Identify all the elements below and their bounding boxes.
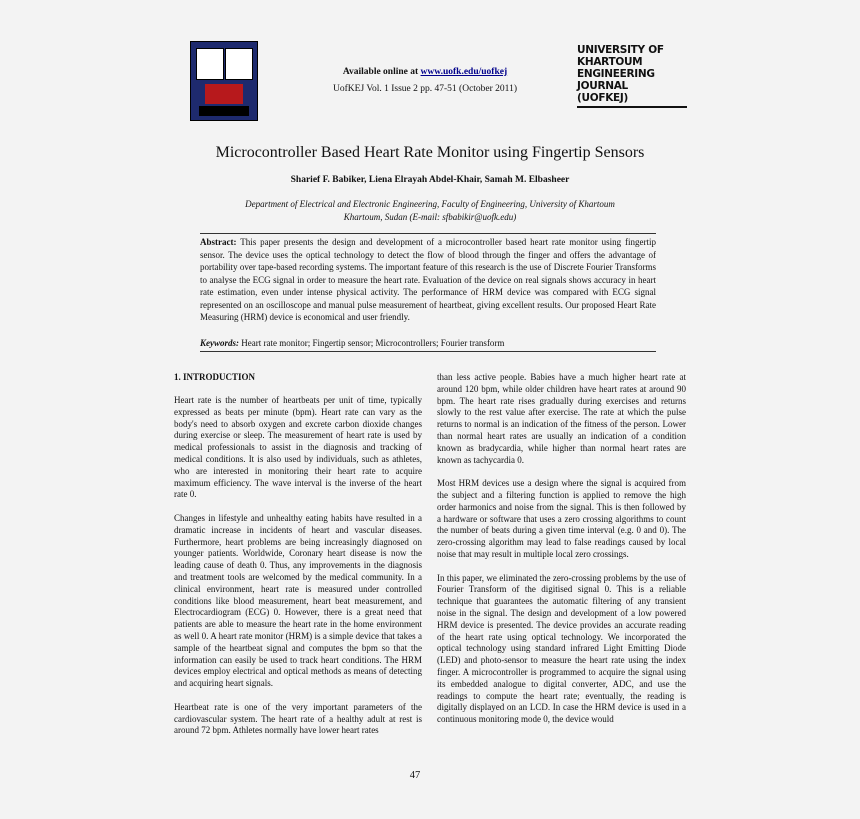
abstract-label: Abstract: — [200, 237, 237, 247]
paper-authors: Sharief F. Babiker, Liena Elrayah Abdel-Khair, Samah M. Elbasheer — [290, 175, 570, 185]
keywords-label: Keywords: — [200, 338, 239, 348]
abstract-top-rule — [200, 233, 656, 234]
keywords-text: Heart rate monitor; Fingertip sensor; Microcontrollers; Fourier transform — [241, 338, 505, 348]
logo-base — [199, 106, 249, 116]
logo-red-band — [205, 84, 243, 104]
page-number: 47 — [409, 770, 421, 781]
keywords-block — [200, 338, 656, 348]
affiliation-line: Khartoum, Sudan (E-mail: sfbabikir@uofk.edu) — [343, 211, 517, 222]
keywords-bottom-rule — [200, 351, 656, 352]
volume-line: UofKEJ Vol. 1 Issue 2 pp. 47-51 (October 2011) — [333, 84, 517, 94]
available-online-text: Available online at — [342, 67, 419, 77]
paragraph: Most HRM devices use a design where the signal is acquired from the subject and a filtering function is applied to remove the high order harmonics and noise from the signal. This is then followed by a hardware or software that uses a zero crossing algorithms to count the number of beats during a given time interval (e.g. 0 and 0). The zero-crossing algorithm may lead to false readings caused by local noise that may result in multiple local zero crossings. — [437, 478, 686, 559]
journal-name-line: JOURNAL — [577, 80, 628, 92]
paragraph: Heartbeat rate is one of the very important parameters of the cardiovascular system. The heart rate of a healthy adult at rest is around 72 bpm. Athletes normally have lower heart rates — [174, 701, 422, 736]
journal-name-line: ENGINEERING — [577, 68, 655, 80]
journal-url-link[interactable]: www.uofk.edu/uofkej — [420, 67, 508, 77]
paper-title: Microcontroller Based Heart Rate Monitor using Fingertip Sensors — [215, 144, 645, 161]
journal-availability — [300, 64, 550, 98]
paper-affiliation — [200, 198, 660, 223]
affiliation-line: Department of Electrical and Electronic Engineering, Faculty of Engineering, University of Khartoum — [245, 199, 615, 209]
abstract-block — [200, 236, 656, 324]
paragraph: In this paper, we eliminated the zero-crossing problems by the use of Fourier Transform of the digitised signal 0. This is a reliable technique that guarantees the automatic filtering of any transient noise in the signal. The design and development of a low powered HRM device is presented. The device provides an accurate reading of the heart rate using optical technology. We incorporated the optical technology using standard infrared Light Emitting Diode (LED) and photo-sensor to measure the heart rate using the index finger. A microcontroller is programmed to acquire the signal using its embedded analogue to digital converter, ADC, and use the readings to compute the heart rate; eventually, the reading is digitally displayed on an LCD. In case the HRM device is used in a continuous monitoring mode 0, the device would — [437, 572, 686, 725]
abstract-text: This paper presents the design and development of a microcontroller based heart rate monitor using fingertip sensor. The device uses the optical technology to detect the flow of blood through the finger and offers the advantage of portability over tape-based recording systems. The important feature of this research is the use of Discrete Fourier Transforms to analyse the ECG signal in order to measure the heart rate. Evaluation of the device on real signals shows accuracy in heart rate estimation, even under intense physical activity. The performance of HRM device was compared with ECG signal represented on an oscilloscope and manual pulse measurement of heartbeat, giving excellent results. Our proposed Heart Rate Measuring (HRM) device is economical and user friendly. — [200, 237, 656, 322]
logo-left-panel — [196, 48, 224, 80]
university-logo — [190, 41, 258, 121]
journal-name-line: UNIVERSITY OF — [577, 44, 664, 56]
paragraph: Changes in lifestyle and unhealthy eating habits have resulted in a dramatic increase in incidents of heart and vascular diseases. Furthermore, heart problems are being increasingly diagnosed on younger patients. Worldwide, Coronary heart disease is now the leading cause of death 0. Thus, any improvements in the diagnosis and treatment tools are welcomed by the medical community. In a clinical environment, heart rate is measured under controlled conditions like blood measurement, heart beat measurement, and Electrocardiogram (ECG) 0. However, there is a great need that patients are able to measure the heart rate in the home environment as well 0. A heart rate monitor (HRM) is a simple device that takes a sample of the heartbeat signal and computes the bpm so that the information can easily be used to track heart conditions. The HRM devices employ electrical and optical methods as means of detecting and acquiring heart signals. — [174, 512, 422, 689]
left-column — [174, 395, 422, 749]
journal-name-line: KHARTOUM — [577, 56, 643, 68]
journal-name-line: (UOFKEJ) — [577, 92, 629, 104]
section-heading: 1. INTRODUCTION — [174, 372, 256, 382]
right-column — [437, 372, 686, 738]
logo-right-panel — [225, 48, 253, 80]
paragraph: than less active people. Babies have a much higher heart rate at around 120 bpm, while older children have heart rates at around 90 bpm. The heart rate rises gradually during exercises and returns slowly to the rest value after exercise. The rate at which the pulse returns to normal is an indication of the fitness of the person. Lower than normal heart rates are usually an indication of a condition known as bradycardia, while higher than normal heart rates are known as tachycardia 0. — [437, 372, 686, 465]
paragraph: Heart rate is the number of heartbeats per unit of time, typically expressed as beats per minute (bpm). Heart rate can vary as the body's need to absorb oxygen and excrete carbon dioxide changes during exercise or sleep. The measurement of heart rate is used by medical professionals to assist in the diagnosis and tracking of medical conditions. It is also used by individuals, such as athletes, who are interested in monitoring their heart rate to acquire maximum efficiency. The wave interval is the inverse of the heart rate 0. — [174, 395, 422, 500]
journal-name — [577, 44, 687, 108]
